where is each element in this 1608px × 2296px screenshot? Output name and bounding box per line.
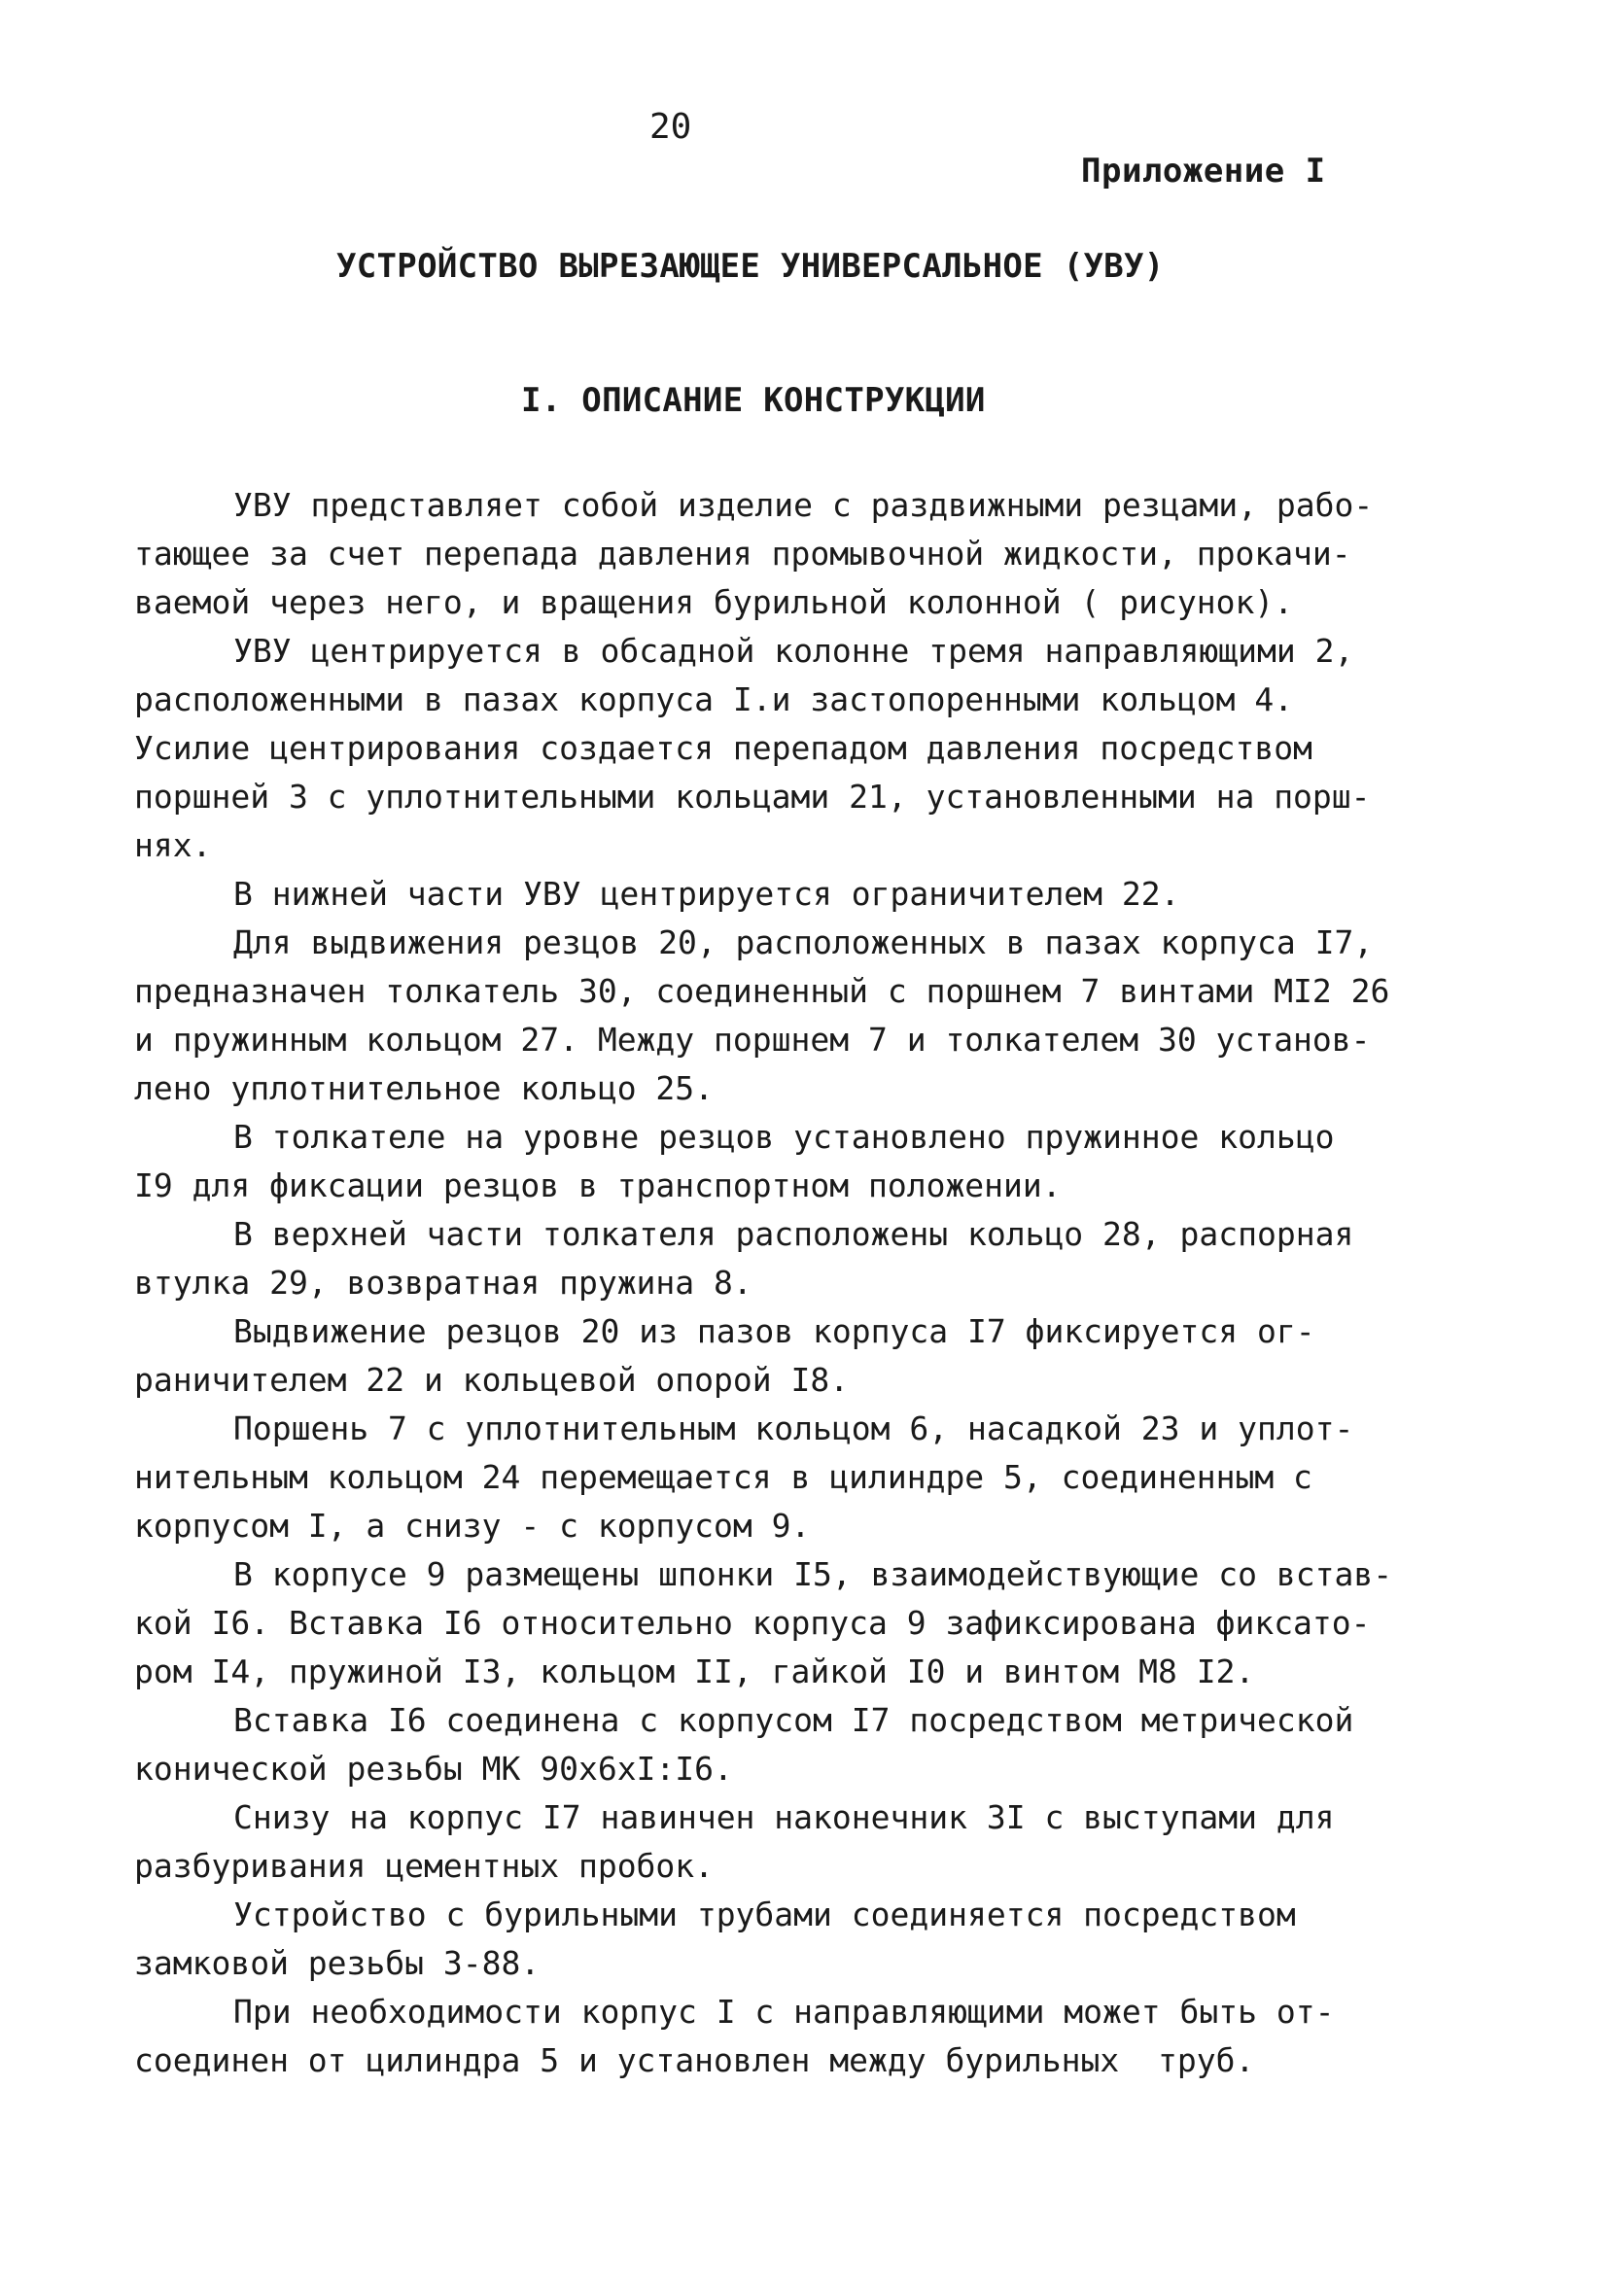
text-line: расположенными в пазах корпуса I.и застопоренными кольцом 4. [134,680,1294,718]
text-line: Для выдвижения резцов 20, расположенных в пазах корпуса I7, [233,923,1374,961]
text-line: Выдвижение резцов 20 из пазов корпуса I7 фиксируется ог- [233,1312,1315,1350]
text-line: конической резьбы МК 90х6хI:I6. [134,1750,733,1788]
text-line: ром I4, пружиной I3, кольцом II, гайкой I0 и винтом М8 I2. [134,1652,1255,1690]
text-line: Поршень 7 с уплотнительным кольцом 6, насадкой 23 и уплот- [233,1409,1354,1447]
text-line: кой I6. Вставка I6 относительно корпуса 9 зафиксирована фиксато- [134,1604,1371,1642]
appendix-label: Приложение I [1081,152,1326,191]
text-line: нительным кольцом 24 перемещается в цилиндре 5, соединенным с [134,1458,1312,1496]
text-line: При необходимости корпус I с направляющими может быть от- [233,1993,1335,2031]
document-title: УСТРОЙСТВО ВЫРЕЗАЮЩЕЕ УНИВЕРСАЛЬНОЕ (УВУ) [336,247,1165,286]
text-line: УВУ центрируется в обсадной колонне тремя направляющими 2, [233,632,1354,670]
text-line: В верхней части толкателя расположены кольцо 28, распорная [233,1215,1354,1253]
text-line: замковой резьбы 3-88. [134,1944,541,1982]
text-line: Устройство с бурильными трубами соединяется посредством [233,1896,1296,1933]
text-line: и пружинным кольцом 27. Между поршнем 7 и толкателем 30 установ- [134,1021,1371,1059]
text-line: раничителем 22 и кольцевой опорой I8. [134,1361,850,1399]
text-line: предназначен толкатель 30, соединенный с поршнем 7 винтами МI2 26 [134,972,1390,1010]
text-line: Усилие центрирования создается перепадом давления посредством [134,729,1312,767]
text-line: втулка 29, возвратная пружина 8. [134,1264,752,1302]
body-text [134,481,1476,2085]
text-line: В нижней части УВУ центрируется ограничителем 22. [233,875,1180,913]
text-line: УВУ представляет собой изделие с раздвижными резцами, рабо- [233,486,1374,524]
text-line: ваемой через него, и вращения бурильной колонной ( рисунок). [134,583,1294,621]
text-line: В корпусе 9 размещены шпонки I5, взаимодействующие со встав- [233,1555,1393,1593]
text-line: поршней 3 с уплотнительными кольцами 21, установленными на порш- [134,778,1371,816]
text-line: лено уплотнительное кольцо 25. [134,1069,715,1107]
text-line: Вставка I6 соединена с корпусом I7 посредством метрической [233,1701,1354,1739]
text-line: соединен от цилиндра 5 и установлен между бурильных труб. [134,2041,1255,2079]
text-line: В толкателе на уровне резцов установлено пружинное кольцо [233,1118,1335,1156]
page-number: 20 [649,107,692,147]
text-line: тающее за счет перепада давления промывочной жидкости, прокачи- [134,535,1351,573]
text-line: I9 для фиксации резцов в транспортном положении. [134,1166,1062,1204]
text-line: Снизу на корпус I7 навинчен наконечник 3I с выступами для [233,1798,1335,1836]
text-line: корпусом I, а снизу - с корпусом 9. [134,1507,811,1545]
section-heading: I. ОПИСАНИЕ КОНСТРУКЦИИ [521,381,986,420]
text-line: разбуривания цементных пробок. [134,1847,715,1885]
text-line: нях. [134,826,212,864]
